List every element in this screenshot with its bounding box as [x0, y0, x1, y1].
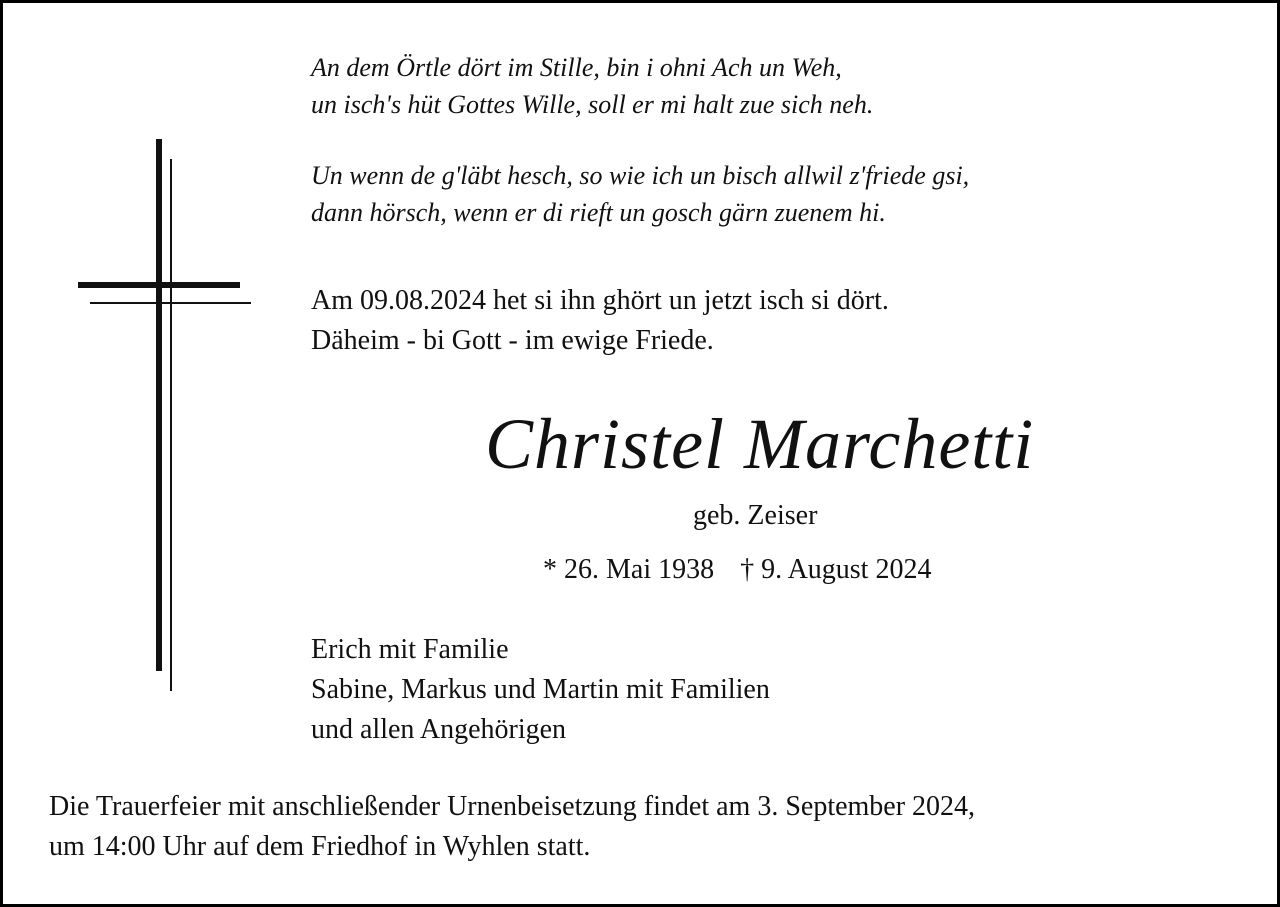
- cross-horizontal-bar: [78, 282, 240, 288]
- maiden-name: geb. Zeiser: [693, 500, 818, 531]
- funeral-line: Die Trauerfeier mit anschließender Urnenbeisetzung findet am 3. September 2024,: [49, 791, 976, 822]
- deceased-name: Christel Marchetti: [485, 404, 1035, 484]
- poem: [311, 49, 1211, 231]
- announcement-line: Däheim - bi Gott - im ewige Friede.: [311, 325, 714, 356]
- funeral-info: [49, 787, 1249, 867]
- cross-vertical-bar: [156, 139, 162, 671]
- cross-icon: [75, 139, 255, 695]
- poem-line: An dem Örtle dört im Stille, bin i ohni Ach un Weh,: [311, 53, 842, 82]
- cross-horizontal-thin-line: [90, 302, 251, 304]
- funeral-line: um 14:00 Uhr auf dem Friedhof in Wyhlen statt.: [49, 831, 591, 862]
- life-dates: [543, 552, 931, 588]
- poem-line: dann hörsch, wenn er di rieft un gosch gärn zuenem hi.: [311, 198, 886, 227]
- mourners: [311, 630, 1211, 750]
- death-announcement: [311, 281, 1211, 361]
- cross-vertical-thin-line: [170, 159, 172, 691]
- mourner-line: und allen Angehörigen: [311, 714, 567, 745]
- death-date: † 9. August 2024: [740, 554, 932, 585]
- birth-date: * 26. Mai 1938: [543, 554, 715, 585]
- poem-line: Un wenn de g'läbt hesch, so wie ich un bisch allwil z'friede gsi,: [311, 161, 970, 190]
- mourner-line: Erich mit Familie: [311, 634, 509, 665]
- poem-line: un isch's hüt Gottes Wille, soll er mi halt zue sich neh.: [311, 90, 874, 119]
- announcement-line: Am 09.08.2024 het si ihn ghört un jetzt isch si dört.: [311, 285, 889, 316]
- mourner-line: Sabine, Markus und Martin mit Familien: [311, 674, 770, 705]
